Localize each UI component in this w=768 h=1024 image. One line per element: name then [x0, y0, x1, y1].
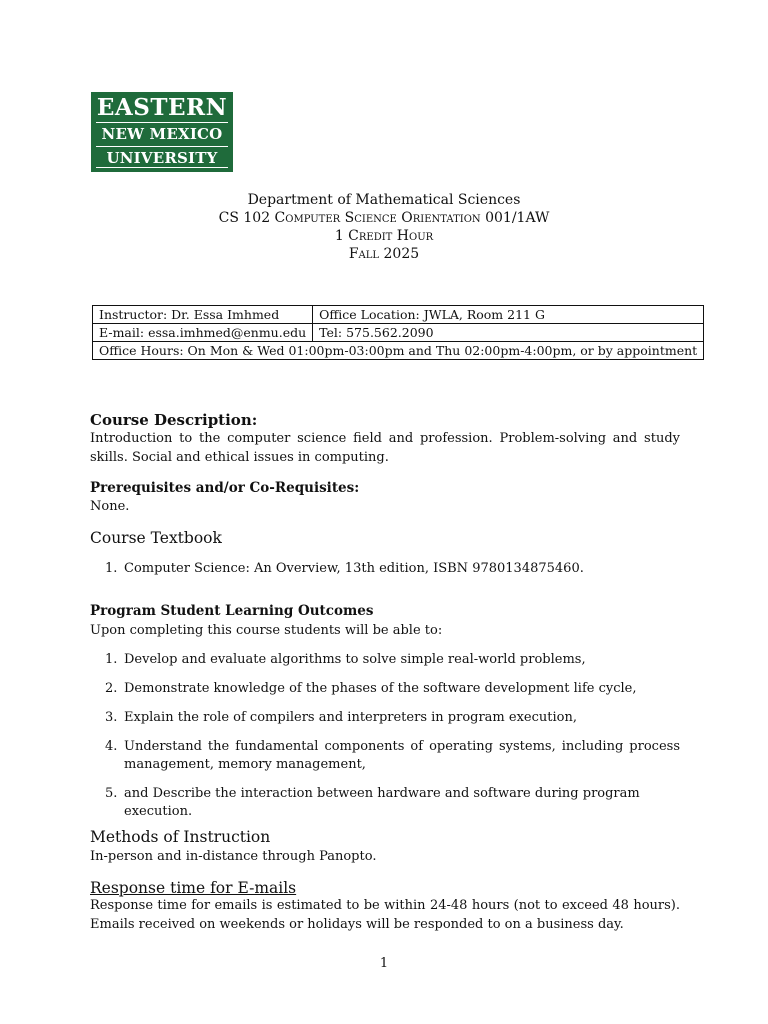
list-number: 2.	[105, 681, 118, 696]
course-header	[0, 191, 768, 263]
outcomes-intro: Upon completing this course students will be able to:	[90, 623, 443, 638]
prerequisites-text: None.	[90, 499, 130, 514]
list-text: Understand the fundamental components of operating systems, including process management, memory management,	[124, 739, 680, 772]
response-time-text: Response time for emails is estimated to be within 24-48 hours (not to exceed 48 hours). Emails received on weekends or holidays will be responded to on a business day.	[90, 898, 680, 932]
list-item	[105, 738, 680, 774]
methods-heading: Methods of Instruction	[90, 828, 271, 846]
list-item	[105, 680, 680, 698]
course-description-heading: Course Description:	[90, 411, 258, 429]
logo-rule	[96, 122, 228, 123]
list-number: 5.	[105, 786, 118, 801]
outcomes-list	[105, 651, 680, 821]
list-number: 3.	[105, 710, 118, 725]
prerequisites-heading: Prerequisites and/or Co-Requisites:	[90, 480, 360, 496]
course-description-text: Introduction to the computer science field and profession. Problem-solving and study skills. Social and ethical issues in computing.	[90, 431, 680, 465]
logo-rule	[96, 146, 228, 147]
list-number: 1.	[105, 561, 118, 576]
list-text: and Describe the interaction between hardware and software during program execution.	[124, 786, 640, 819]
textbook-list	[105, 560, 680, 578]
university-logo	[91, 92, 233, 172]
instructor-info-table	[92, 305, 704, 360]
list-item	[105, 709, 680, 727]
list-number: 1.	[105, 652, 118, 667]
credit-hours: 1 Credit Hour	[334, 228, 434, 244]
course-title: CS 102 Computer Science Orientation 001/1AW	[218, 210, 550, 226]
instructor-cell: Instructor: Dr. Essa Imhmed	[93, 306, 313, 324]
logo-line-3: UNIVERSITY	[106, 149, 218, 167]
outcomes-heading: Program Student Learning Outcomes	[90, 603, 374, 619]
list-item	[105, 560, 680, 578]
list-text: Demonstrate knowledge of the phases of the software development life cycle,	[124, 681, 637, 696]
list-text: Explain the role of compilers and interpreters in program execution,	[124, 710, 577, 725]
office-location-cell: Office Location: JWLA, Room 211 G	[313, 306, 704, 324]
list-text: Develop and evaluate algorithms to solve simple real-world problems,	[124, 652, 586, 667]
methods-text: In-person and in-distance through Panopto.	[90, 849, 377, 864]
list-number: 4.	[105, 739, 118, 754]
page-number: 1	[379, 956, 389, 971]
list-item	[105, 651, 680, 669]
list-text: Computer Science: An Overview, 13th edition, ISBN 9780134875460.	[124, 561, 584, 576]
response-time-heading: Response time for E-mails	[90, 879, 297, 897]
list-item	[105, 785, 680, 821]
office-hours-cell: Office Hours: On Mon & Wed 01:00pm-03:00pm and Thu 02:00pm-4:00pm, or by appointment	[93, 342, 704, 360]
logo-rule	[96, 167, 228, 168]
tel-cell: Tel: 575.562.2090	[313, 324, 704, 342]
term: Fall 2025	[348, 246, 420, 262]
email-cell: E-mail: essa.imhmed@enmu.edu	[93, 324, 313, 342]
department-name: Department of Mathematical Sciences	[247, 192, 521, 208]
logo-line-2: NEW MEXICO	[101, 125, 223, 143]
textbook-heading: Course Textbook	[90, 529, 222, 547]
logo-line-1: EASTERN	[96, 94, 228, 121]
